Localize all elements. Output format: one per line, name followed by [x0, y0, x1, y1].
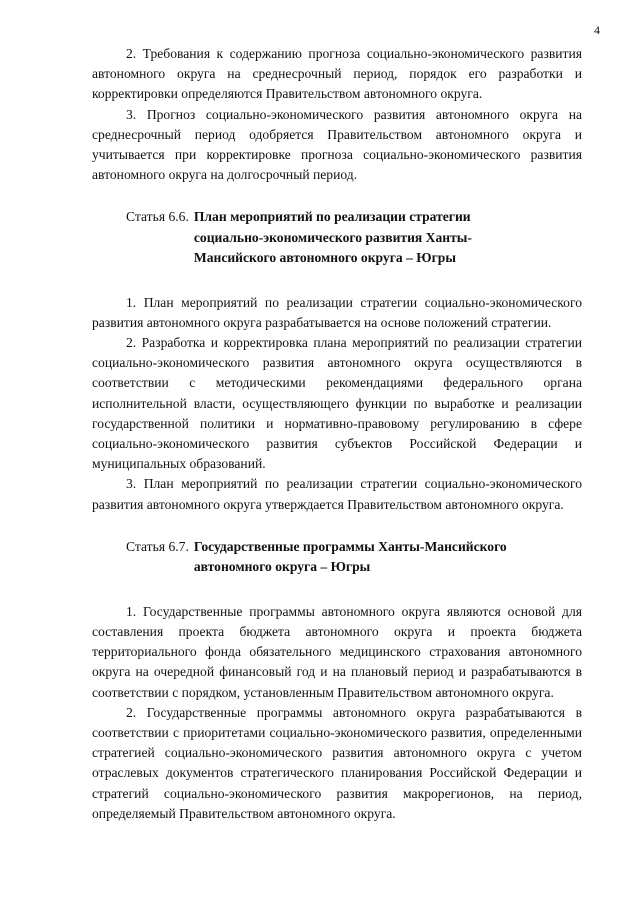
- paragraph: 3. План мероприятий по реализации стратегии социально-экономического развития автономного округа утверждается Правительством автономного округа.: [92, 476, 582, 512]
- article-heading: [92, 537, 582, 578]
- document-body: [92, 44, 582, 824]
- article-title: План мероприятий по реализации стратегии социально-экономического развития Ханты-Мансийского автономного округа – Югры: [193, 209, 472, 266]
- article-label: Статья 6.7.: [126, 538, 189, 554]
- paragraph: 2. Требования к содержанию прогноза социально-экономического развития автономного округа на среднесрочный период, порядок его разработки и корректировки определяются Правительством автономного округа.: [92, 46, 582, 102]
- paragraph: 2. Разработка и корректировка плана мероприятий по реализации стратегии социально-экономического развития автономного округа осуществляются в соответствии с методическими рекомендациями федерального органа исполнительной власти, осуществляющего функции по выработке и реализации государственной политики и нормативно-правовому регулированию в сфере социально-экономического развития субъектов Российской Федерации и муниципальных образований.: [92, 335, 582, 472]
- article-title: Государственные программы Ханты-Мансийского автономного округа – Югры: [193, 538, 507, 575]
- article-heading: [92, 207, 582, 268]
- paragraph: 2. Государственные программы автономного округа разрабатываются в соответствии с приоритетами социально-экономического развития, определенными стратегией социально-экономического развития автономного округа с учетом отраслевых документов стратегического планирования Российской Федерации и стратегий социально-экономического развития макрорегионов, на период, определяемый Правительством автономного округа.: [92, 704, 582, 821]
- page-number: 4: [594, 23, 600, 37]
- paragraph: 1. План мероприятий по реализации стратегии социально-экономического развития автономного округа разрабатывается на основе положений стратегии.: [92, 294, 582, 330]
- article-label: Статья 6.6.: [126, 209, 189, 225]
- paragraph: 3. Прогноз социально-экономического развития автономного округа на среднесрочный период одобряется Правительством автономного округа и учитывается при корректировке прогноза социально-экономического развития автономного округа на долгосрочный период.: [92, 106, 582, 183]
- paragraph: 1. Государственные программы автономного округа являются основой для составления проекта бюджета автономного округа и проекта бюджета территориального фонда обязательного медицинского страхования автономного округа на очередной финансовый год и на плановый период и разрабатываются в соответствии с порядком, установленным Правительством автономного округа.: [92, 603, 582, 700]
